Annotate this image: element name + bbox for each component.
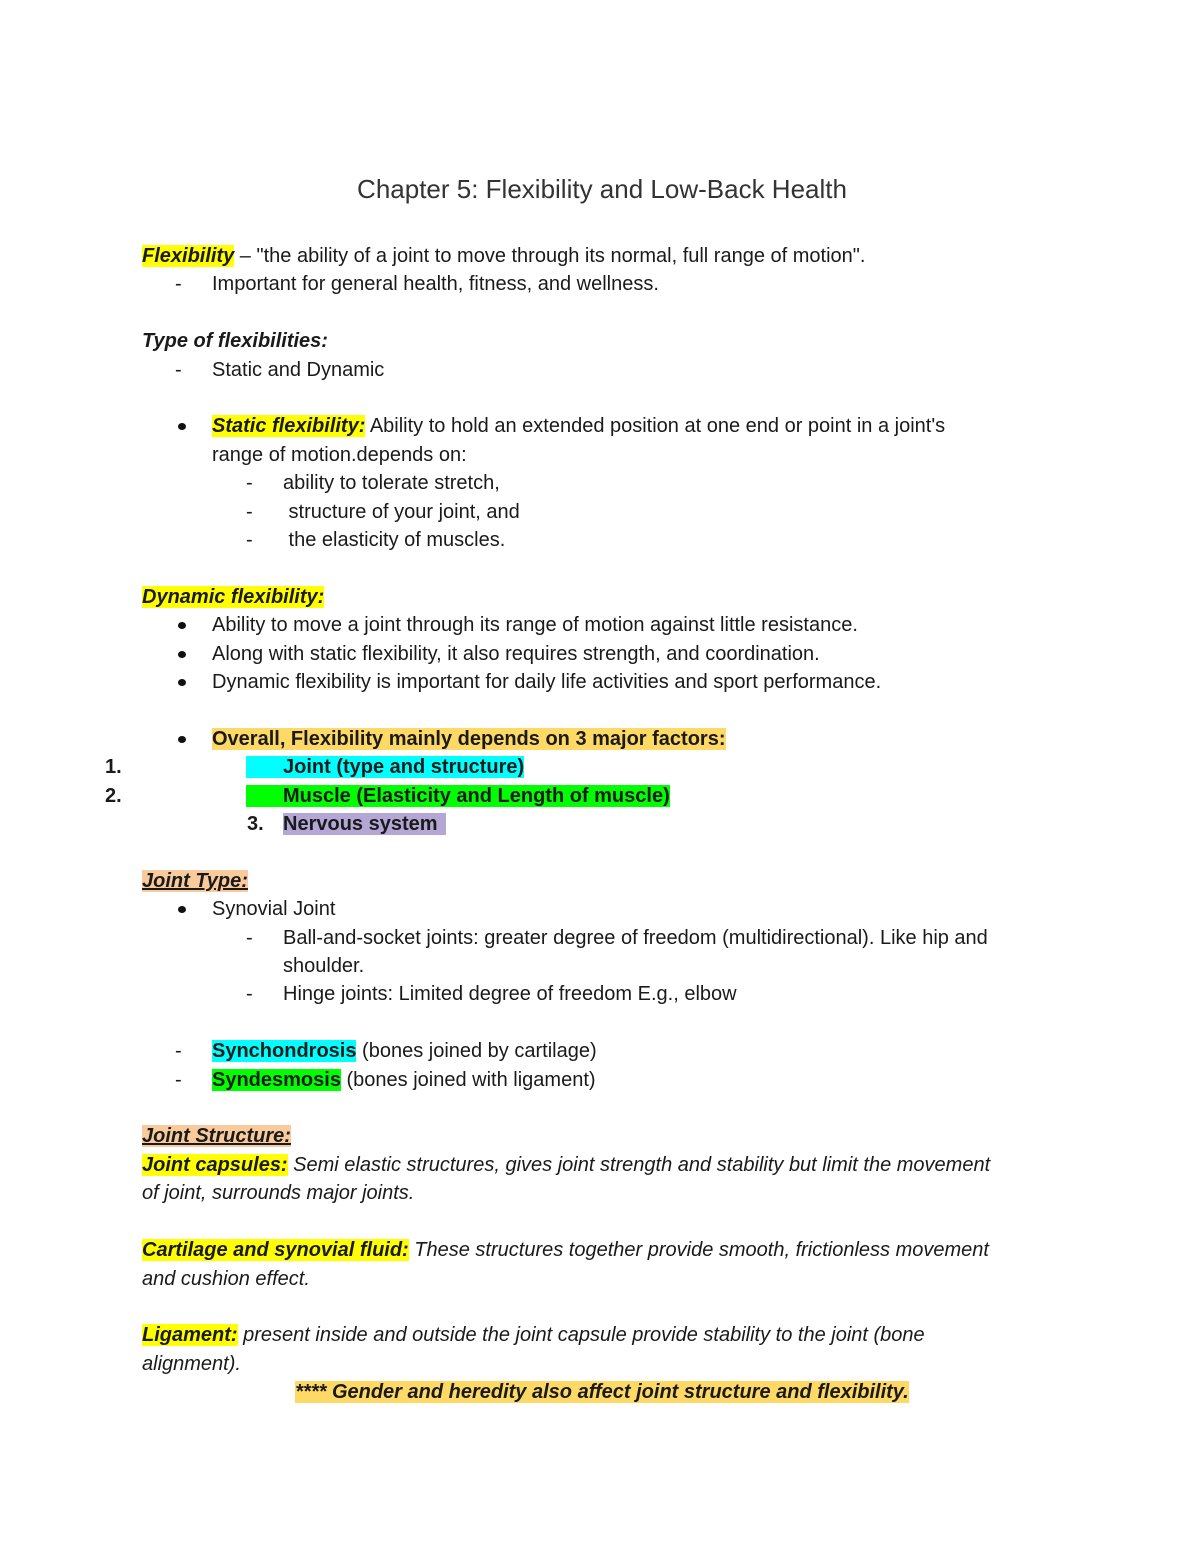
bullet-icon bbox=[178, 423, 186, 430]
static-factor-text: ability to tolerate stretch, bbox=[283, 472, 500, 495]
synchondrosis-text: (bones joined by cartilage) bbox=[356, 1040, 597, 1063]
static-factor bbox=[142, 526, 1062, 554]
dash-marker: - bbox=[246, 529, 253, 552]
dash-marker: - bbox=[246, 983, 253, 1006]
factor-text: Nervous system bbox=[283, 813, 446, 835]
hinge-item bbox=[142, 980, 1062, 1008]
types-item bbox=[142, 356, 1062, 384]
capsules-text: Semi elastic structures, gives joint strength and stability but limit the movement bbox=[287, 1153, 991, 1176]
syndesmosis-item bbox=[142, 1066, 1062, 1094]
gender-note-line bbox=[142, 1378, 1062, 1406]
ligament-line1 bbox=[142, 1321, 1062, 1349]
cartilage-line2: and cushion effect. bbox=[142, 1267, 310, 1290]
types-item-text: Static and Dynamic bbox=[212, 358, 385, 381]
factor-text: Joint (type and structure) bbox=[283, 756, 525, 779]
synovial-bullet bbox=[142, 895, 1062, 923]
bullet-icon bbox=[178, 906, 186, 913]
capsules-line2: of joint, surrounds major joints. bbox=[142, 1182, 415, 1205]
overall-factor bbox=[105, 782, 1062, 810]
dash-marker: - bbox=[246, 926, 253, 949]
syndesmosis-term: Syndesmosis bbox=[212, 1068, 341, 1091]
cartilage-text: These structures together provide smooth, frictionless movement bbox=[408, 1239, 989, 1262]
overall-bullet bbox=[142, 725, 1062, 753]
joint-structure-heading: Joint Structure: bbox=[142, 1125, 291, 1148]
joint-structure-heading-line bbox=[142, 1122, 1062, 1150]
dynamic-heading-line bbox=[142, 583, 1062, 611]
factor-text: Muscle (Elasticity and Length of muscle) bbox=[283, 784, 670, 807]
gender-note: **** Gender and heredity also affect joint structure and flexibility. bbox=[295, 1381, 909, 1404]
hinge-text: Hinge joints: Limited degree of freedom E.g., elbow bbox=[283, 983, 737, 1006]
factor-number: 3. bbox=[247, 813, 264, 836]
ball-socket-item bbox=[142, 924, 1062, 952]
page-title: Chapter 5: Flexibility and Low-Back Health bbox=[357, 174, 847, 204]
dynamic-bullet-text: Ability to move a joint through its range of motion against little resistance. bbox=[212, 614, 858, 637]
static-factor bbox=[142, 469, 1062, 497]
ligament-text: present inside and outside the joint capsule provide stability to the joint (bone bbox=[237, 1324, 925, 1347]
overall-factor bbox=[142, 810, 1062, 838]
static-flexibility-bullet bbox=[142, 412, 1062, 440]
bullet-icon bbox=[178, 679, 186, 686]
overall-factor bbox=[105, 753, 1062, 781]
flexibility-note-text: Important for general health, fitness, and wellness. bbox=[212, 273, 659, 296]
static-factor-text: structure of your joint, and bbox=[283, 500, 520, 523]
ball-socket-text-line2: shoulder. bbox=[283, 955, 365, 978]
static-factor bbox=[142, 498, 1062, 526]
dynamic-heading: Dynamic flexibility: bbox=[142, 585, 325, 608]
capsules-term: Joint capsules: bbox=[142, 1153, 288, 1176]
dash-marker: - bbox=[175, 1068, 182, 1091]
cartilage-term: Cartilage and synovial fluid: bbox=[142, 1239, 409, 1262]
dynamic-bullet-text: Dynamic flexibility is important for daily life activities and sport performance. bbox=[212, 671, 882, 694]
static-factor-text: the elasticity of muscles. bbox=[283, 529, 506, 552]
bullet-icon bbox=[178, 651, 186, 658]
ball-socket-text: Ball-and-socket joints: greater degree of freedom (multidirectional). Like hip and bbox=[283, 926, 988, 949]
synchondrosis-term: Synchondrosis bbox=[212, 1040, 357, 1063]
ligament-line2: alignment). bbox=[142, 1352, 241, 1375]
dash-marker: - bbox=[175, 358, 182, 381]
static-text-line1: Ability to hold an extended position at one end or point in a joint's bbox=[365, 415, 946, 438]
document-page bbox=[105, 172, 1062, 1407]
bullet-icon bbox=[178, 736, 186, 743]
dash-marker: - bbox=[175, 1040, 182, 1063]
dash-marker: - bbox=[246, 500, 253, 523]
synovial-text: Synovial Joint bbox=[212, 898, 336, 921]
types-heading: Type of flexibilities: bbox=[142, 330, 328, 353]
flexibility-definition-text: – "the ability of a joint to move through its normal, full range of motion". bbox=[234, 245, 866, 267]
bullet-icon bbox=[178, 622, 186, 629]
factor-number: 2. bbox=[105, 784, 122, 807]
dash-marker: - bbox=[246, 472, 253, 495]
static-text-line2: range of motion.depends on: bbox=[212, 443, 467, 466]
flexibility-definition bbox=[142, 242, 1062, 270]
dash-marker: - bbox=[175, 273, 182, 296]
dynamic-bullet bbox=[142, 668, 1062, 696]
static-term: Static flexibility: bbox=[212, 415, 366, 438]
overall-heading: Overall, Flexibility mainly depends on 3 major factors: bbox=[212, 727, 726, 750]
ligament-term: Ligament: bbox=[142, 1324, 238, 1347]
cartilage-line1 bbox=[142, 1236, 1062, 1264]
joint-type-heading-line bbox=[142, 867, 1062, 895]
dynamic-bullet-text: Along with static flexibility, it also requires strength, and coordination. bbox=[212, 642, 820, 665]
capsules-line1 bbox=[142, 1151, 1062, 1179]
factor-number: 1. bbox=[105, 756, 122, 779]
dynamic-bullet bbox=[142, 640, 1062, 668]
flexibility-term: Flexibility bbox=[142, 245, 235, 267]
flexibility-note bbox=[142, 270, 1062, 298]
dynamic-bullet bbox=[142, 611, 1062, 639]
synchondrosis-item bbox=[142, 1037, 1062, 1065]
syndesmosis-text: (bones joined with ligament) bbox=[340, 1068, 596, 1091]
joint-type-heading: Joint Type: bbox=[142, 869, 248, 892]
